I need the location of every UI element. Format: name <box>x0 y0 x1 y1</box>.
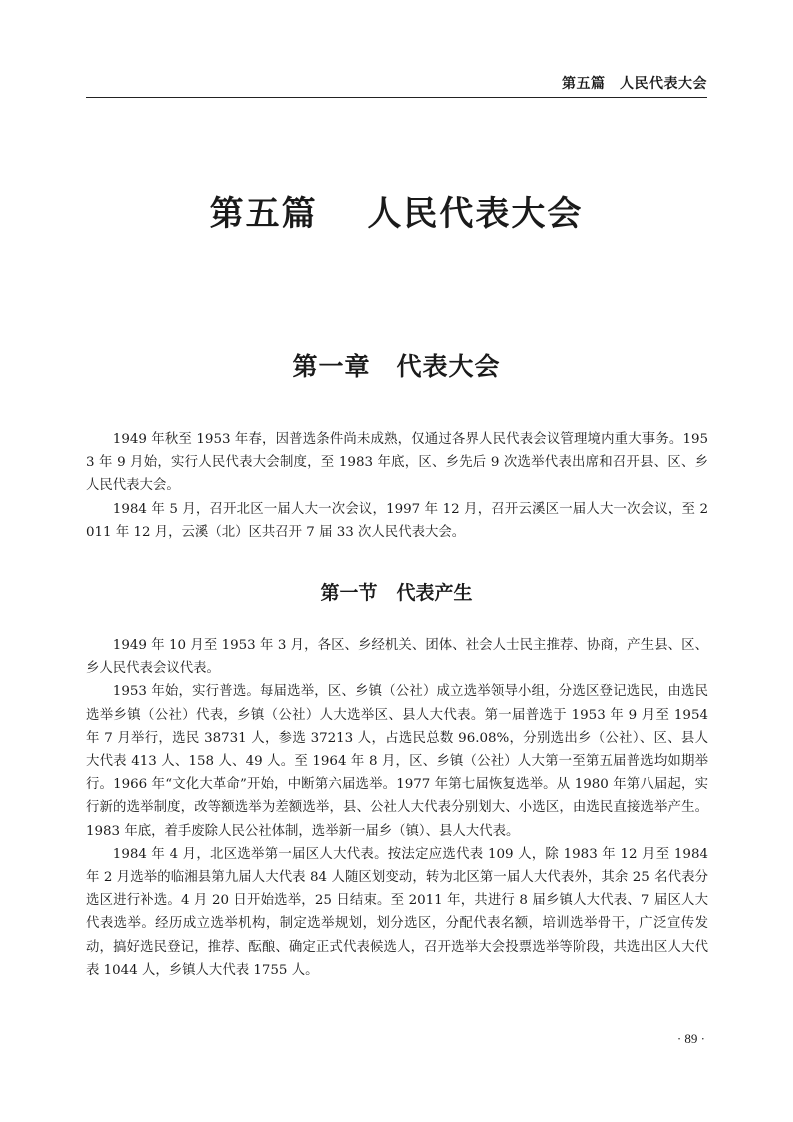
paragraph: 1984 年 4 月，北区选举第一届区人大代表。按法定应选代表 109 人，除 1983 年 12 月至 1984 年 2 月选举的临湘县第九届人大代表 84 人随区划变动，转为北区第一届人大代表外，其余 25 名代表分选区进行补选。4 月 20 日开始选举，25 日结束。至 2011 年，共进行 8 届乡镇人大代表、7 届区人大代表选举。经历成立选举机构，制定选举规划，划分选区，分配代表名额，培训选举骨干，广泛宣传发动，搞好选民登记，推荐、酝酿、确定正式代表候选人，召开选举大会投票选举等阶段，共选出区人大代表 1044 人，乡镇人大代表 1755 人。 <box>86 846 708 978</box>
running-head <box>86 68 707 98</box>
section-body <box>86 634 708 982</box>
page-number: · 89 · <box>676 1031 705 1046</box>
part-title: 第五篇 人民代表大会 <box>209 194 584 234</box>
chapter-body <box>86 428 708 544</box>
paragraph: 1984 年 5 月，召开北区一届人大一次会议，1997 年 12 月，召开云溪区一届人大一次会议，至 2011 年 12 月，云溪（北）区共召开 7 届 33 次人民代表大会。 <box>86 501 708 540</box>
paragraph: 1953 年始，实行普选。每届选举，区、乡镇（公社）成立选举领导小组，分选区登记选民，由选民选举乡镇（公社）代表，乡镇（公社）人大选举区、县人大代表。第一届普选于 1953 年 9 月至 1954 年 7 月举行，选民 38731 人，参选 37213 人，占选民总数 96.08%，分别选出乡（公社）、区、县人大代表 413 人、158 人、49 人。至 1964 年 8 月，区、乡镇（公社）人大第一至第五届普选均如期举行。1966 年“文化大革命”开始，中断第六届选举。1977 年第七届恢复选举。从 1980 年第八届起，实行新的选举制度，改等额选举为差额选举，县、公社人大代表分别划大、小选区，由选民直接选举产生。1983 年底，着手废除人民公社体制，选举新一届乡（镇）、县人大代表。 <box>86 684 708 839</box>
paragraph: 1949 年秋至 1953 年春，因普选条件尚未成熟，仅通过各界人民代表会议管理境内重大事务。1953 年 9 月始，实行人民代表大会制度，至 1983 年底，区、乡先后 9 次选举代表出席和召开县、区、乡人民代表大会。 <box>86 432 708 494</box>
section-title: 第一节 代表产生 <box>320 582 473 604</box>
running-head-text: 第五篇 人民代表大会 <box>562 76 707 92</box>
paragraph: 1949 年 10 月至 1953 年 3 月，各区、乡经机关、团体、社会人士民主推荐、协商，产生县、区、乡人民代表会议代表。 <box>86 638 708 677</box>
chapter-title: 第一章 代表大会 <box>292 352 501 381</box>
